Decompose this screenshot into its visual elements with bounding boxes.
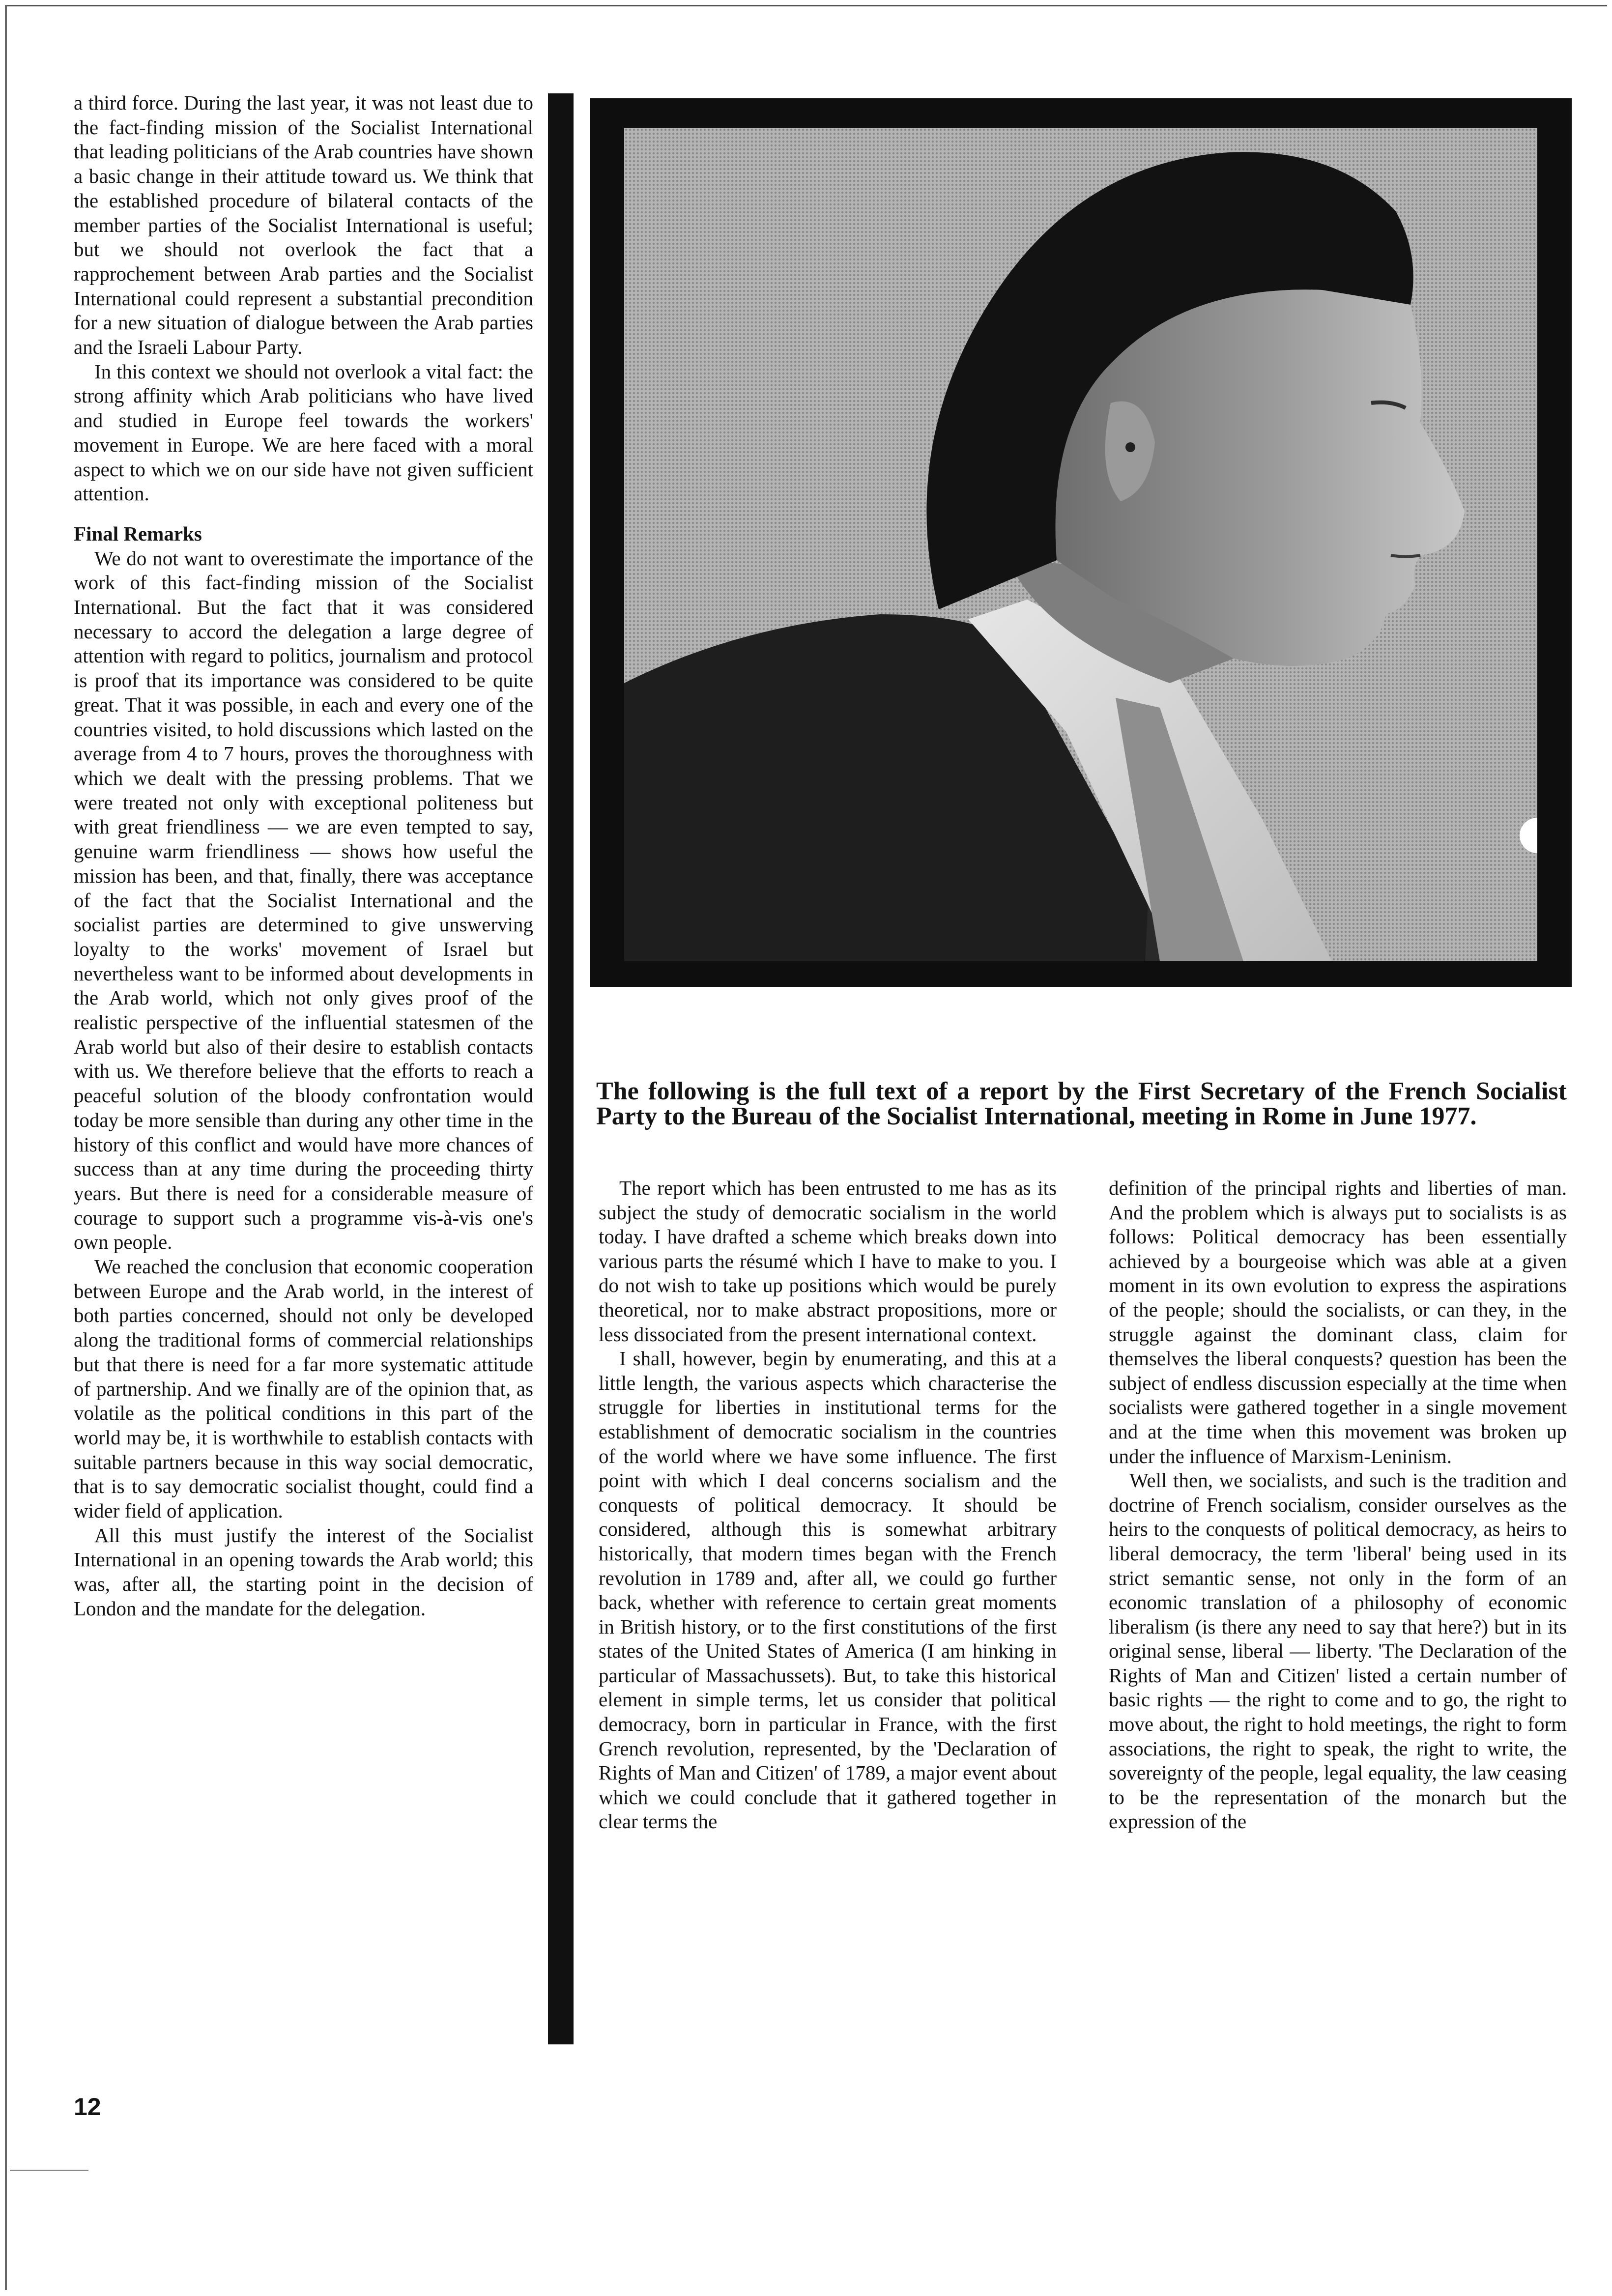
left-column: [74, 91, 533, 1621]
page-border-top: [5, 5, 1607, 6]
left-paragraph-5: All this must justify the interest of the Socialist International in an opening towards the Arab world; this was, after all, the starting point in the decision of London and the mandate for the delegation.: [74, 1523, 533, 1620]
right-paragraph-1: definition of the principal rights and liberties of man. And the problem which is always put to socialists is as follows: Political democracy has been essentially achieved by a bourgeoise which was able at a given moment in its own evolution to express the aspirations of the people; should the socialists, or can they, in the struggle against the dominant class, claim for themselves the liberal conquests? question has been the subject of endless discussion especially at the time when socialists were gathered together in a single movement and at the time when this movement was broken up under the influence of Marxism-Leninism.: [1109, 1177, 1567, 1467]
middle-paragraph-1: The report which has been entrusted to me has as its subject the study of democratic socialism in the world today. I have drafted a scheme which breaks down into various parts the résumé which I have to make to you. I do not wish to take up positions which would be purely theoretical, nor to make abstract propositions, more or less dissociated from the present international context.: [599, 1177, 1057, 1346]
middle-paragraph-2: I shall, however, begin by enumerating, and this at a little length, the various aspects which characterise the struggle for liberties in institutional terms for the establishment of democratic socialism in the countries of the world where we have some influence. The first point with which I deal concerns socialism and the conquests of political democracy. It should be considered, although this is somewhat arbitrary historically, that modern times began with the French revolution in 1789 and, after all, we could go further back, whether with reference to certain great moments in British history, or to the first constitutions of the first states of the United States of America (I am hinking in particular of Massachussets). But, to take this historical element in simple terms, let us consider that political democracy, born in particular in France, with the first Grench revolution, represented, by the 'Declaration of Rights of Man and Citizen' of 1789, a major event about which we could conclude that it gathered together in clear terms the: [599, 1347, 1057, 1833]
left-paragraph-3: We do not want to overestimate the importance of the work of this fact-finding mission of the Socialist International. But the fact that it was considered necessary to accord the delegation a large degree of attention with regard to politics, journalism and protocol is proof that its importance was considered to be quite great. That it was possible, in each and every one of the countries visited, to hold discussions which lasted on the average from 4 to 7 hours, proves the thoroughness with which we dealt with the pressing problems. That we were treated not only with exceptional politeness but with great friendliness — we are even tempted to say, genuine warm friendliness — shows how useful the mission has been, and that, finally, there was acceptance of the fact that the Socialist International and the socialist parties are determined to give unswerving loyalty to the works' movement of Israel but nevertheless want to be informed about developments in the Arab world, which not only gives proof of the realistic perspective of the influential statesmen of the Arab world but also of their desire to establish contacts with us. We therefore believe that the efforts to reach a peaceful solution of the bloody confrontation would today be more sensible than during any other time in the history of this conflict and would have more chances of success than at any time during the proceeding thirty years. But there is need for a considerable measure of courage to support such a programme vis-à-vis one's own people.: [74, 546, 533, 1254]
left-paragraph-1: a third force. During the last year, it was not least due to the fact-finding mission of the Socialist International that leading politicians of the Arab countries have shown a basic change in their attitude toward us. We think that the established procedure of bilateral contacts of the member parties of the Socialist International is useful; but we should not overlook the fact that a rapprochement between Arab parties and the Socialist International could represent a substantial precondition for a new situation of dialogue between the Arab parties and the Israeli Labour Party.: [74, 91, 533, 359]
right-paragraph-2: Well then, we socialists, and such is the tradition and doctrine of French socialism, consider ourselves as the heirs to the conquests of political democracy, as heirs to liberal democracy, the term 'liberal' being used in its strict semantic sense, not only in the form of an economic translation of a philosophy of economic liberalism (is there any need to say that here?) but in its original sense, liberal — liberty. 'The Declaration of the Rights of Man and Citizen' listed a certain number of basic rights — the right to come and to go, the right to move about, the right to hold meetings, the right to form associations, the right to speak, the right to write, the sovereignty of the people, legal equality, the law ceasing to be the representation of the monarch but the expression of the: [1109, 1469, 1567, 1833]
page-number: 12: [74, 2093, 101, 2121]
section-heading-final-remarks: Final Remarks: [74, 522, 202, 545]
footer-rule: [10, 2170, 88, 2171]
portrait-photo: [624, 128, 1537, 961]
page-border-left: [5, 5, 7, 2290]
middle-column: [599, 1176, 1057, 1834]
vertical-divider-bar: [548, 93, 574, 2044]
article-intro: The following is the full text of a report by the First Secretary of the French Socialist Party to the Bureau of the Socialist International, meeting in Rome in June 1977.: [596, 1077, 1567, 1130]
left-paragraph-2: In this context we should not overlook a vital fact: the strong affinity which Arab politicians who have lived and studied in Europe feel towards the workers' movement in Europe. We are here faced with a moral aspect to which we on our side have not given sufficient attention.: [74, 360, 533, 505]
left-paragraph-4: We reached the conclusion that economic cooperation between Europe and the Arab world, in the interest of both parties concerned, should not only be developed along the traditional forms of commercial relationships but that there is need for a far more systematic attitude of partnership. And we finally are of the opinion that, as volatile as the political conditions in this part of the world may be, it is worthwhile to establish contacts with suitable partners because in this way social democratic, that is to say democratic socialist thought, could find a wider field of application.: [74, 1255, 533, 1522]
right-column: [1109, 1176, 1567, 1834]
